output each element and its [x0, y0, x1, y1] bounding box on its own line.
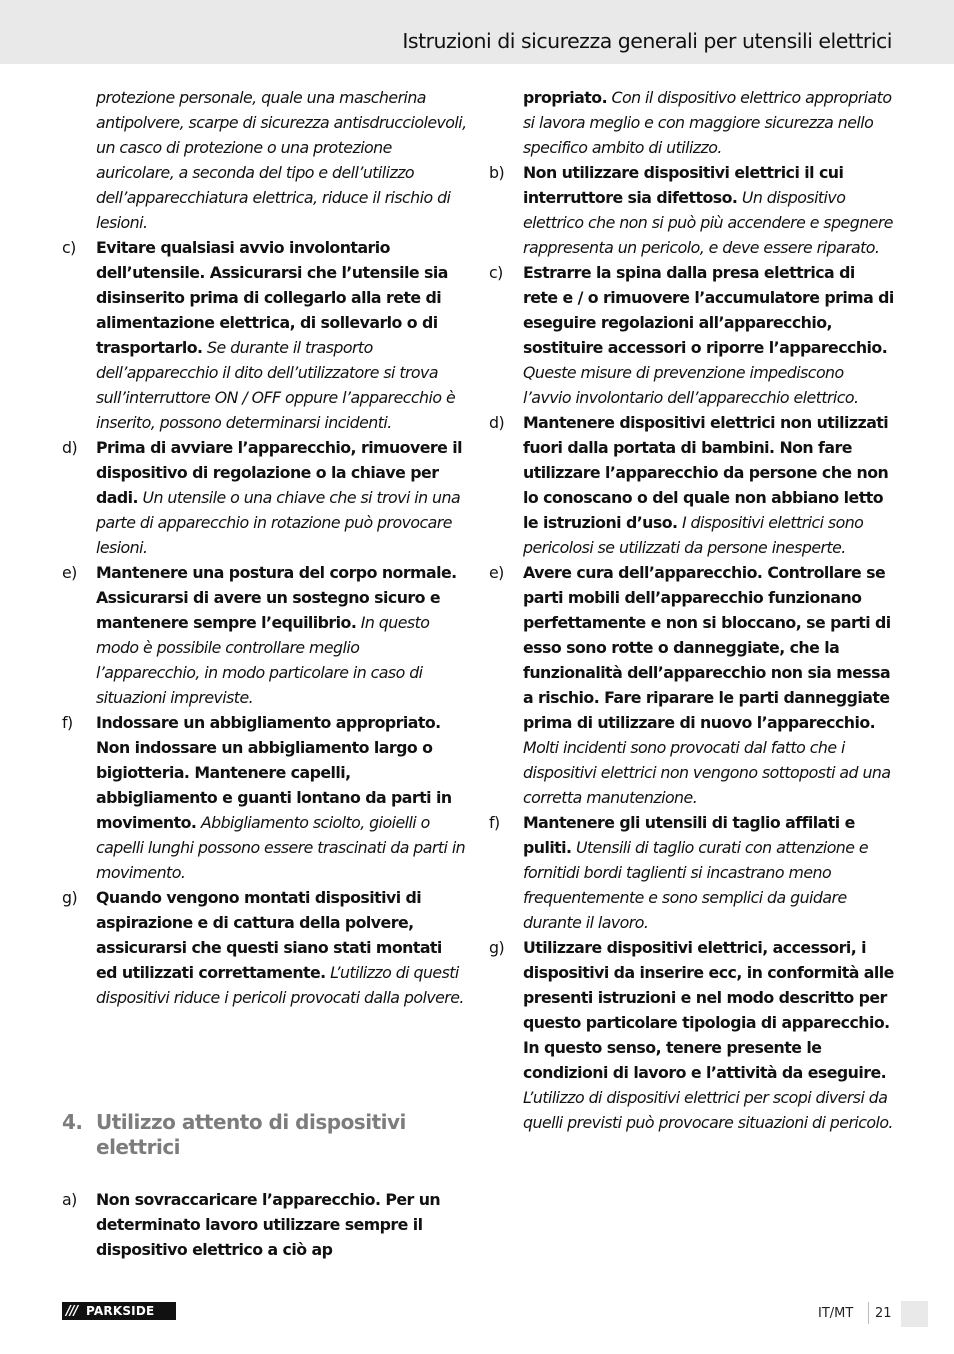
item-explanation: Molti incidenti sono provocati dal fatto che i dispositivi elettrici non vengono sottoposti ad una corretta manutenzione.: [523, 738, 891, 807]
left-column: [62, 85, 467, 1010]
footer-tab: [901, 1301, 928, 1327]
page-number: 21: [875, 1306, 892, 1321]
list-item-b: [489, 160, 894, 260]
section-title: Utilizzo attento di dispositivi elettrici: [96, 1110, 406, 1159]
item-label: c): [489, 263, 503, 282]
item-explanation: Un utensile o una chiave che si trovi in una parte di apparecchio in rotazione può provocare lesioni.: [96, 488, 461, 557]
item-instruction: Non utilizzare dispositivi elettrici il cui interruttore sia difettoso.: [523, 163, 844, 207]
list-item-f: [489, 810, 894, 935]
item-instruction: Prima di avviare l’apparecchio, rimuovere il dispositivo di regolazione o la chiave per dadi.: [96, 438, 462, 507]
list-item-e: [62, 560, 467, 710]
item-explanation: I dispositivi elettrici sono pericolosi se utilizzati da persone inesperte.: [523, 513, 864, 557]
list-item-g: [489, 935, 894, 1135]
list-item-e: [489, 560, 894, 810]
item-instruction: Mantenere una postura del corpo normale. Assicurarsi di avere un sostegno sicuro e mantenere sempre l’equilibrio.: [96, 563, 457, 632]
list-item-a: [62, 1187, 467, 1262]
list-item-f: [62, 710, 467, 885]
item-instruction: Non sovraccaricare l’apparecchio. Per un determinato lavoro utilizzare sempre il dispositivo elettrico a ciò ap: [96, 1190, 441, 1259]
parkside-logo: [62, 1302, 176, 1320]
item-instruction: Mantenere gli utensili di taglio affilati e puliti.: [523, 813, 855, 857]
a-continuation: [489, 85, 894, 160]
logo-slashes: ///: [66, 1303, 78, 1319]
list-item-g: [62, 885, 467, 1010]
item-explanation: In questo modo è possibile controllare meglio l’apparecchio, in modo particolare in caso di situazioni impreviste.: [96, 613, 430, 707]
list-item-c: [489, 260, 894, 410]
item-instruction: Estrarre la spina dalla presa elettrica di rete e / o rimuovere l’accumulatore prima di eseguire regolazioni all’apparecchio, sostituire accessori o riporre l’apparecchio.: [523, 263, 894, 357]
item-label: d): [489, 413, 505, 432]
language-code: IT/MT: [818, 1306, 854, 1321]
item-label: b): [489, 163, 505, 182]
item-label: g): [489, 938, 505, 957]
continuation-instruction: propriato.: [523, 88, 608, 107]
page-header: [0, 0, 954, 64]
intro-continuation: protezione personale, quale una mascherina antipolvere, scarpe di sicurezza antisdrucciolevoli, un casco di protezione o una protezione auricolare, a seconda del tipo e dell’utilizzo dell’apparecchiatura elettrica, riduce il rischio di lesioni.: [96, 88, 467, 232]
item-instruction: Quando vengono montati dispositivi di aspirazione e di cattura della polvere, assicurarsi che questi siano stati montati ed utilizzati correttamente.: [96, 888, 442, 982]
right-column: [489, 85, 894, 1135]
list-item-d: [489, 410, 894, 560]
item-instruction: Indossare un abbigliamento appropriato. Non indossare un abbigliamento largo o bigiotteria. Mantenere capelli, abbigliamento e guanti lontano da parti in movimento.: [96, 713, 452, 832]
item-label: f): [489, 813, 500, 832]
header-title: Istruzioni di sicurezza generali per utensili elettrici: [402, 29, 892, 53]
list-item-c: [62, 235, 467, 435]
item-explanation: L’utilizzo di questi dispositivi riduce i pericoli provocati dalla polvere.: [96, 963, 464, 1007]
footer-divider: [868, 1302, 869, 1324]
item-instruction: Utilizzare dispositivi elettrici, accessori, i dispositivi da inserire ecc, in conformità alle presenti istruzioni e nel modo descritto per questo particolare tipologia di apparecchio. In questo senso, tenere presente le condizioni di lavoro e l’attività da eseguire.: [523, 938, 894, 1082]
item-explanation: L’utilizzo di dispositivi elettrici per scopi diversi da quelli previsti può provocare situazioni di pericolo.: [523, 1088, 893, 1132]
item-explanation: Se durante il trasporto dell’apparecchio il dito dell’utilizzatore si trova sull’interruttore ON / OFF oppure l’apparecchio è inserito, possono determinarsi incidenti.: [96, 338, 456, 432]
item-instruction: Evitare qualsiasi avvio involontario dell’utensile. Assicurarsi che l’utensile sia disinserito prima di collegarlo alla rete di alimentazione elettrica, di sollevarlo o di trasportarlo.: [96, 238, 448, 357]
item-label: f): [62, 713, 73, 732]
section-number: 4.: [62, 1110, 83, 1134]
item-instruction: Mantenere dispositivi elettrici non utilizzati fuori dalla portata di bambini. Non fare utilizzare l’apparecchio da persone che non lo conoscano o del quale non abbiano letto le istruzioni d’uso.: [523, 413, 889, 532]
item-label: e): [62, 563, 77, 582]
list-item-d: [62, 435, 467, 560]
item-explanation: Queste misure di prevenzione impediscono l’avvio involontario dell’apparecchio elettrico.: [523, 363, 859, 407]
item-explanation: Abbigliamento sciolto, gioielli o capelli lunghi possono essere trascinati da parti in movimento.: [96, 813, 466, 882]
section-heading: [62, 1110, 467, 1160]
item-label: g): [62, 888, 78, 907]
item-label: e): [489, 563, 504, 582]
left-column-section-items: [62, 1187, 467, 1262]
logo-brand: PARKSIDE: [86, 1304, 155, 1318]
item-instruction: Avere cura dell’apparecchio. Controllare se parti mobili dell’apparecchio funzionano perfettamente e non si bloccano, se parti di esso sono rotte o danneggiate, che la funzionalità dell’apparecchio non sia messa a rischio. Fare riparare le parti danneggiate prima di utilizzare di nuovo l’apparecchio.: [523, 563, 891, 732]
item-explanation: Utensili di taglio curati con attenzione e fornitidi bordi taglienti si incastrano meno frequentemente e sono semplici da guidare durante il lavoro.: [523, 838, 869, 932]
item-label: d): [62, 438, 78, 457]
item-label: c): [62, 238, 76, 257]
continuation-explanation: Con il dispositivo elettrico appropriato si lavora meglio e con maggiore sicurezza nello specifico ambito di utilizzo.: [523, 88, 892, 157]
item-explanation: Un dispositivo elettrico che non si può più accendere e spegnere rappresenta un pericolo, e deve essere riparato.: [523, 188, 893, 257]
item-label: a): [62, 1190, 77, 1209]
